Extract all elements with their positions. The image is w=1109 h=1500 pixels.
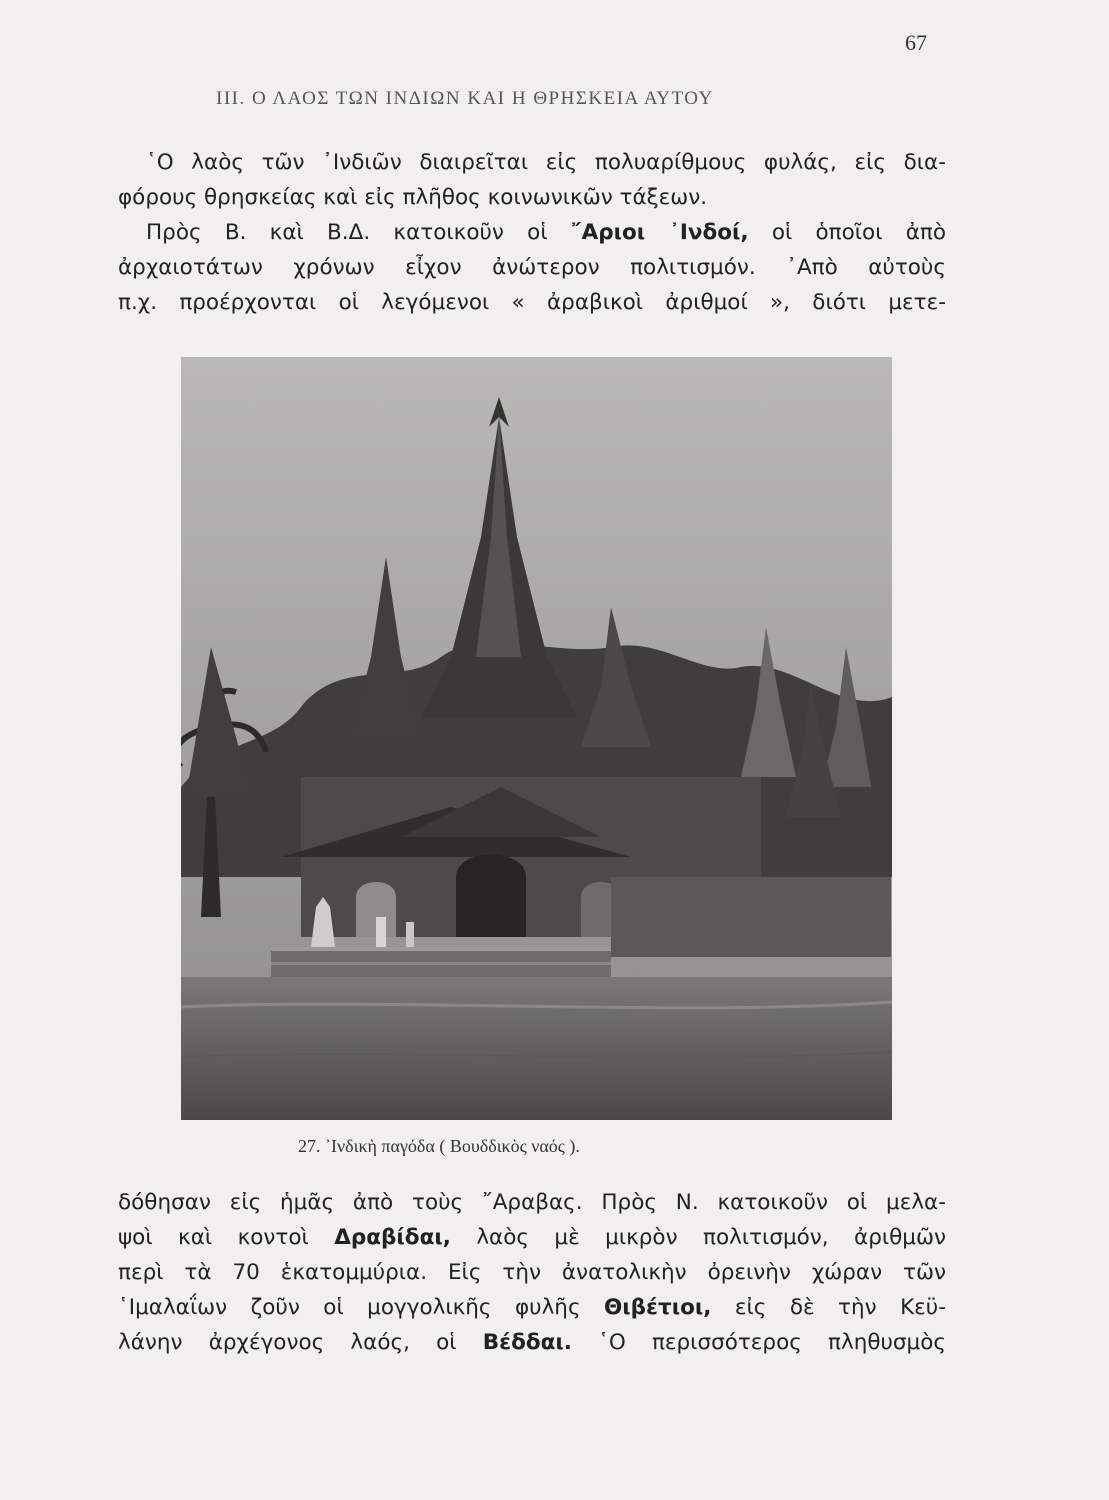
running-head: ΙΙΙ. Ο ΛΑΟΣ ΤΩΝ ΙΝΔΙΩΝ ΚΑΙ Η ΘΡΗΣΚΕΙΑ ΑΥΤΟΥ (216, 88, 714, 109)
text-run: οἱ ὁποῖοι ἀπὸ (748, 220, 946, 245)
text-line: φόρους θρησκείας καὶ εἰς πλῆθος κοινωνικῶν τάξεων. (118, 185, 708, 210)
paragraph-continued (118, 1185, 946, 1360)
text-run: λαὸς μὲ μικρὸν πολιτισμόν, ἀριθμῶν (450, 1225, 946, 1250)
text-line: π.χ. προέρχονται οἱ λεγόμενοι « ἀραβικοὶ ἀριθμοί », διότι μετε- (118, 290, 946, 315)
text-line: περὶ τὰ 70 ἑκατομμύρια. Εἰς τὴν ἀνατολικὴν ὀρεινὴν χώραν τῶν (118, 1260, 946, 1285)
text-line: ῾Ο λαὸς τῶν ᾿Ινδιῶν διαιρεῖται εἰς πολυαρίθμους φυλάς, εἰς δια- (146, 150, 946, 175)
text-line: ἀρχαιοτάτων χρόνων εἶχον ἀνώτερον πολιτισμόν. ᾿Απὸ αὐτοὺς (118, 255, 946, 280)
term-dravidai: Δραβίδαι, (334, 1225, 451, 1250)
text-line: δόθησαν εἰς ἡμᾶς ἀπὸ τοὺς ῎Αραβας. Πρὸς Ν. κατοικοῦν οἱ μελα- (118, 1190, 946, 1215)
text-run: ψοὶ καὶ κοντοὶ (118, 1225, 335, 1250)
figure-caption: 27. ᾿Ινδικὴ παγόδα ( Βουδδικὸς ναός ). (298, 1136, 580, 1156)
text-run: λάνην ἀρχέγονος λαός, οἱ (118, 1330, 483, 1355)
text-line (118, 1220, 946, 1255)
term-thibetioi: Θιβέτιοι, (604, 1295, 712, 1320)
text-run: Πρὸς Β. καὶ Β.Δ. κατοικοῦν οἱ (146, 220, 571, 245)
pagoda-illustration (181, 357, 892, 1120)
paragraph-intro (118, 145, 946, 320)
text-line (118, 1325, 946, 1360)
page-number: 67 (905, 30, 927, 55)
term-arioi-indoi: ῎Αριοι ᾿Ινδοί, (570, 220, 749, 245)
text-line (118, 215, 946, 250)
text-run: ῾Ο περισσότερος πληθυσμὸς (571, 1330, 946, 1355)
pagoda-photograph (181, 357, 892, 1120)
term-veddai: Βέδδαι. (482, 1330, 572, 1355)
text-run: εἰς δὲ τὴν Κεϋ- (711, 1295, 946, 1320)
text-line (118, 1290, 946, 1325)
text-run: ῾Ιμαλαΐων ζοῦν οἱ μογγολικῆς φυλῆς (118, 1295, 604, 1320)
